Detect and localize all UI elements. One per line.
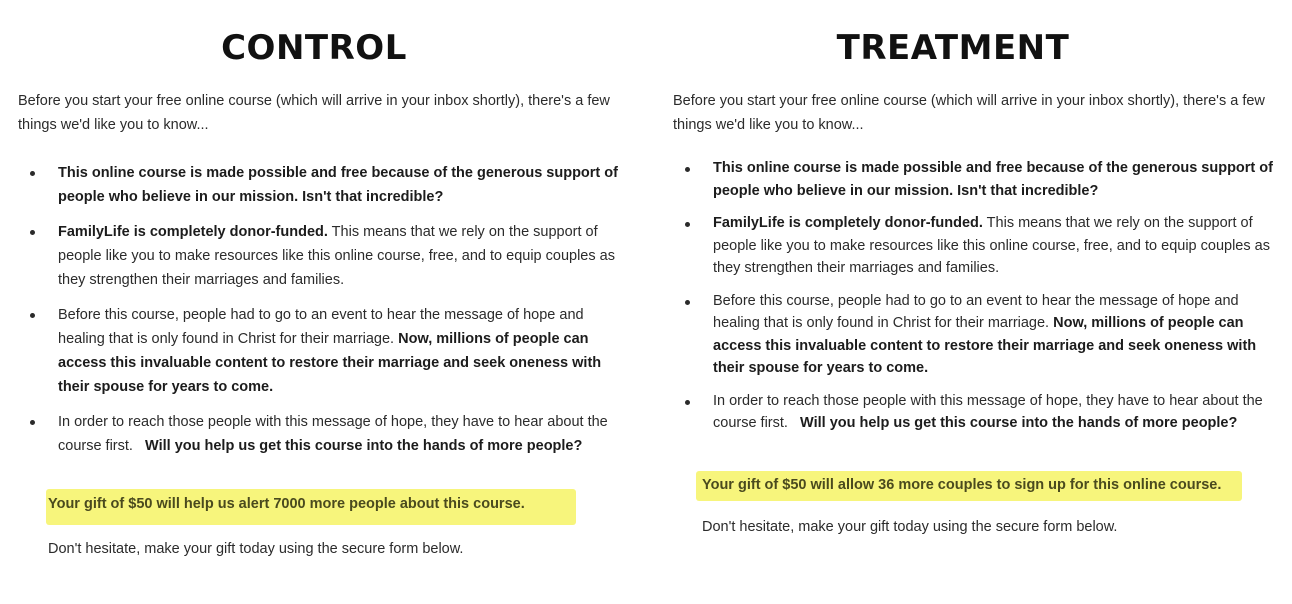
bullet-bold-text: Will you help us get this course into the hands of more people? bbox=[800, 415, 1238, 431]
control-bullet-list bbox=[18, 161, 628, 469]
bullet-text: In order to reach those people with this message of hope, they have to hear about the course first. bbox=[58, 414, 612, 454]
bullet-text: This means that we rely on the support of people like you to make resources like this online course, free, and to equip couples as they strengthen their marriages and families. bbox=[58, 224, 615, 288]
control-bullet-item bbox=[18, 220, 628, 292]
bullet-bold-text: FamilyLife is completely donor-funded. bbox=[58, 224, 328, 240]
treatment-bullet-item bbox=[673, 212, 1273, 280]
bullet-bold-text: Now, millions of people can access this invaluable content to restore their marriage and seek oneness with their spouse for years to come. bbox=[58, 331, 602, 395]
bullet-bold-text: Will you help us get this course into the hands of more people? bbox=[145, 438, 583, 454]
control-bullet-item bbox=[18, 161, 628, 209]
treatment-bullet-item bbox=[673, 157, 1273, 202]
bullet-text: This means that we rely on the support of people like you to make resources like this online course, free, and to equip couples as they strengthen their marriages and families. bbox=[713, 215, 1270, 276]
bullet-bold-text: This online course is made possible and free because of the generous support of people who believe in our mission. Isn't that incredible? bbox=[713, 160, 1273, 199]
treatment-panel bbox=[673, 0, 1273, 604]
bullet-text: Before this course, people had to go to an event to hear the message of hope and healing that is only found in Christ for their marriage. bbox=[713, 292, 1239, 331]
bullet-text: Before this course, people had to go to an event to hear the message of hope and healing that is only found in Christ for their marriage. bbox=[58, 307, 584, 347]
control-title: CONTROL bbox=[221, 28, 407, 68]
bullet-dot-icon bbox=[685, 400, 690, 405]
bullet-dot-icon bbox=[685, 167, 690, 172]
control-bullet-item bbox=[18, 303, 628, 399]
control-bullet-item bbox=[18, 410, 628, 458]
treatment-gift-ask-text: Your gift of $50 will allow 36 more couples to sign up for this online course. bbox=[702, 477, 1222, 493]
bullet-dot-icon bbox=[685, 300, 690, 305]
treatment-intro-text: Before you start your free online course (which will arrive in your inbox shortly), there's a few things we'd like you to know... bbox=[673, 93, 1265, 133]
bullet-dot-icon bbox=[30, 230, 35, 235]
bullet-dot-icon bbox=[30, 420, 35, 425]
bullet-text: In order to reach those people with this message of hope, they have to hear about the course first. bbox=[713, 392, 1267, 431]
control-intro-text: Before you start your free online course (which will arrive in your inbox shortly), there's a few things we'd like you to know... bbox=[18, 93, 610, 133]
bullet-bold-text: This online course is made possible and free because of the generous support of people who believe in our mission. Isn't that incredible? bbox=[58, 165, 618, 205]
bullet-dot-icon bbox=[30, 313, 35, 318]
treatment-title: TREATMENT bbox=[836, 28, 1070, 68]
bullet-bold-text: Now, millions of people can access this invaluable content to restore their marriage and seek oneness with their spouse for years to come. bbox=[713, 315, 1257, 376]
treatment-bullet-item bbox=[673, 390, 1273, 435]
treatment-bullet-item bbox=[673, 290, 1273, 380]
treatment-bullet-list bbox=[673, 157, 1273, 445]
control-closing-text: Don't hesitate, make your gift today using the secure form below. bbox=[48, 541, 464, 557]
bullet-bold-text: FamilyLife is completely donor-funded. bbox=[713, 215, 983, 231]
bullet-dot-icon bbox=[685, 222, 690, 227]
treatment-closing-text: Don't hesitate, make your gift today using the secure form below. bbox=[702, 519, 1118, 535]
control-panel bbox=[18, 0, 628, 604]
bullet-dot-icon bbox=[30, 171, 35, 176]
control-gift-ask-text: Your gift of $50 will help us alert 7000 more people about this course. bbox=[48, 496, 525, 512]
